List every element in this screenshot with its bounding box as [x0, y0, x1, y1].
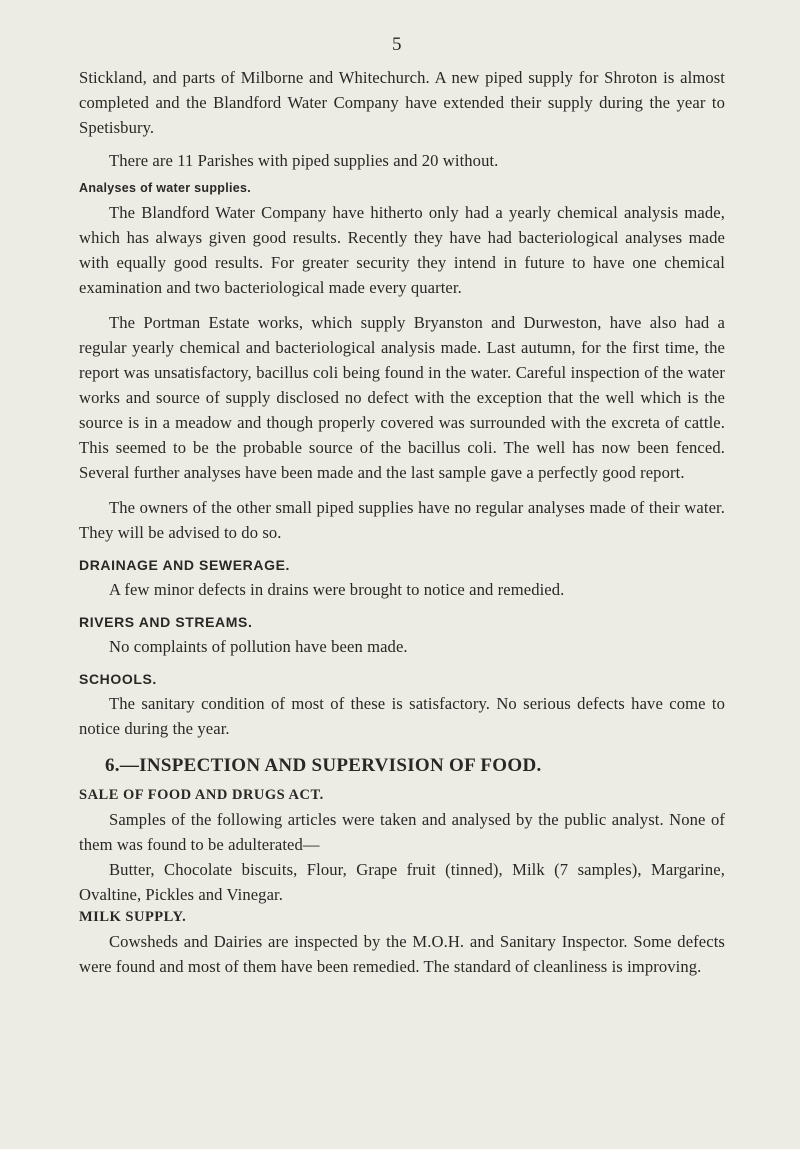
paragraph-drainage: A few minor defects in drains were brought to notice and remedied.	[109, 580, 565, 599]
paragraph-blandford-analysis: The Blandford Water Company have hitherto only had a yearly chemical analysis made, which has always given good results. Recently they have had bacteriological analyses made with equally good results. For greater security they intend in future to have one chemical examination and two bacteriological made every quarter.	[79, 203, 725, 297]
page-number: 5	[392, 34, 402, 55]
heading-sale-of-food: SALE OF FOOD AND DRUGS ACT.	[79, 787, 324, 803]
heading-drainage: DRAINAGE AND SEWERAGE.	[79, 557, 291, 573]
heading-analyses-of-water: Analyses of water supplies.	[79, 181, 252, 195]
paragraph-samples-taken: Samples of the following articles were taken and analysed by the public analyst. None of them was found to be adulterated—	[79, 810, 725, 854]
heading-milk-supply: MILK SUPPLY.	[79, 909, 187, 925]
paragraph-rivers: No complaints of pollution have been made.	[109, 637, 408, 656]
paragraph-water-supply-parishes: Stickland, and parts of Milborne and Whitechurch. A new piped supply for Shroton is almost completed and the Blandford Water Company have extended their supply during the year to Spetisbury.	[79, 68, 725, 137]
paragraph-schools: The sanitary condition of most of these is satisfactory. No serious defects have come to notice during the year.	[79, 694, 725, 738]
heading-schools: SCHOOLS.	[79, 671, 157, 687]
heading-food-inspection: 6.—INSPECTION AND SUPERVISION OF FOOD.	[105, 755, 542, 776]
paragraph-milk-supply: Cowsheds and Dairies are inspected by the M.O.H. and Sanitary Inspector. Some defects were found and most of them have been remedied. The standard of cleanliness is improving.	[79, 932, 725, 976]
page-body	[79, 65, 725, 979]
paragraph-sample-list: Butter, Chocolate biscuits, Flour, Grape fruit (tinned), Milk (7 samples), Margarine, Ovaltine, Pickles and Vinegar.	[79, 860, 725, 904]
heading-rivers: RIVERS AND STREAMS.	[79, 614, 253, 630]
paragraph-small-piped-supplies: The owners of the other small piped supplies have no regular analyses made of their water. They will be advised to do so.	[79, 498, 725, 542]
paragraph-portman-estate: The Portman Estate works, which supply Bryanston and Durweston, have also had a regular yearly chemical and bacteriological analysis made. Last autumn, for the first time, the report was unsatisfactory, bacillus coli being found in the water. Careful inspection of the water works and source of supply disclosed no defect with the exception that the well which is the source is in a meadow and though properly covered was surrounded with the excreta of cattle. This seemed to be the probable source of the bacillus coli. The well has now been fenced. Several further analyses have been made and the last sample gave a perfectly good report.	[79, 313, 725, 482]
paragraph-piped-supplies-count: There are 11 Parishes with piped supplies and 20 without.	[109, 151, 499, 170]
